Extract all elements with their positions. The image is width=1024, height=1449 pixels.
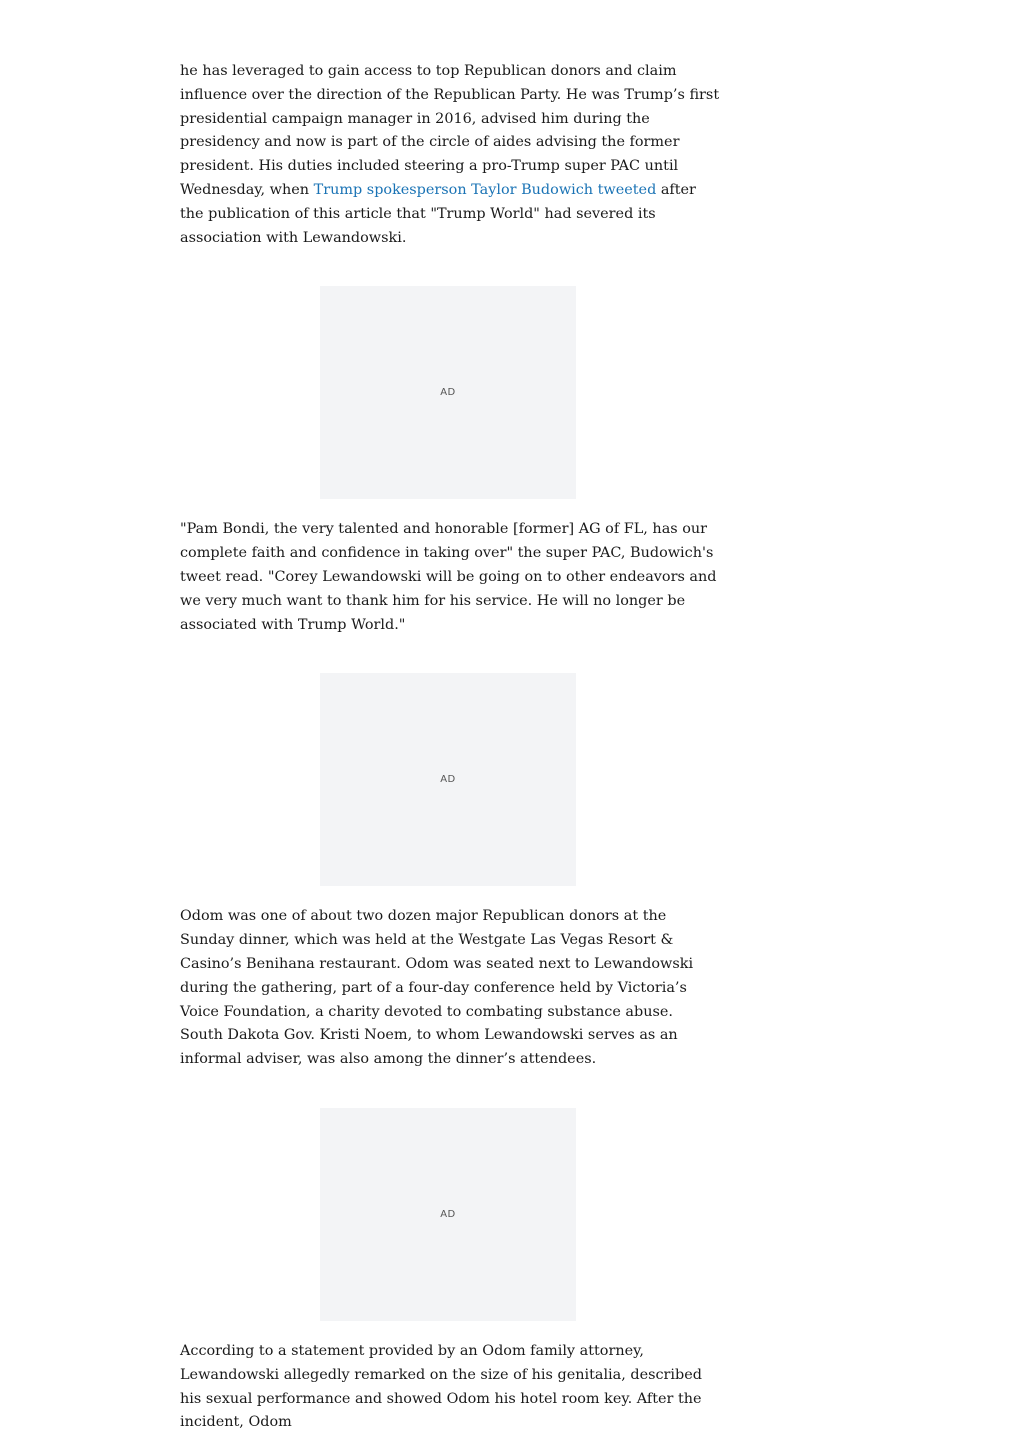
article-paragraph: Odom was one of about two dozen major Republican donors at the Sunday dinner, which was held at the Westgate Las Vegas Resort & Casino’s Benihana restaurant. Odom was seated next to Lewandowski during the gathering, part of a four-day conference held by Victoria’s Voice Foundation, a charity devoted to combating substance abuse. South Dakota Gov. Kristi Noem, to whom Lewandowski serves as an informal adviser, was also among the dinner’s attendees. — [180, 908, 694, 1068]
ad-label: AD — [440, 387, 456, 399]
ad-container — [180, 1108, 716, 1321]
ad-label: AD — [440, 774, 456, 786]
paragraph-text: he has leveraged to gain access to top Republican donors and claim influence over the direction of the Republican Party. He was Trump’s first presidential campaign manager in 2016, advised him during the presidency and now is part of the circle of aides advising the former president. His duties included steering a pro-Trump super PAC until Wednesday, when — [180, 63, 720, 198]
ad-container — [180, 673, 716, 886]
ad-slot[interactable] — [320, 673, 576, 886]
ad-label: AD — [440, 1208, 456, 1220]
ad-slot[interactable] — [320, 286, 576, 499]
ad-slot[interactable] — [320, 1108, 576, 1321]
paragraph-text: after the publication of this article that "Trump World" had severed its association with Lewandowski. — [180, 181, 696, 246]
article-paragraph: According to a statement provided by an Odom family attorney, Lewandowski allegedly remarked on the size of his genitalia, described his sexual performance and showed Odom his hotel room key. After the incident, Odom — [180, 1342, 702, 1431]
article-paragraph — [180, 60, 720, 250]
article-paragraph: "Pam Bondi, the very talented and honorable [former] AG of FL, has our complete faith and confidence in taking over" the super PAC, Budowich's tweet read. "Corey Lewandowski will be going on to other endeavors and we very much want to thank him for his service. He will no longer be associated with Trump World." — [180, 521, 717, 633]
ad-container — [180, 286, 716, 499]
tweet-link[interactable]: Trump spokesperson Taylor Budowich tweeted — [313, 181, 657, 198]
article-body — [180, 60, 720, 1435]
